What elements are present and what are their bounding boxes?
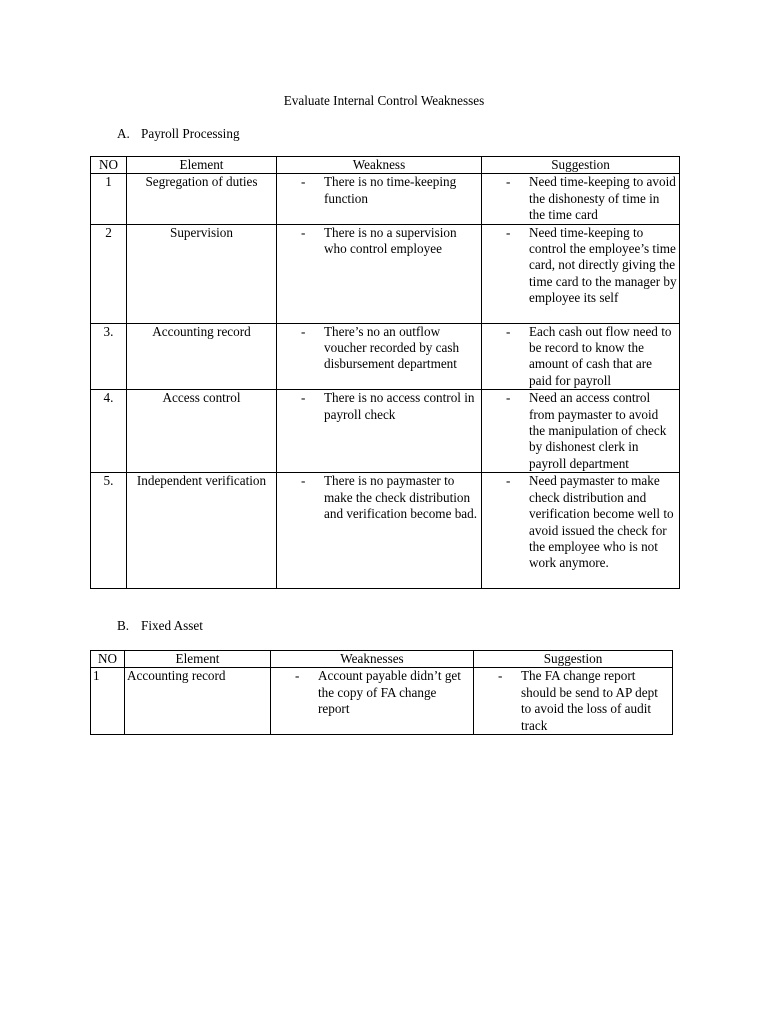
weakness-text: There is no access control in payroll check <box>324 390 475 422</box>
weakness-text: Account payable didn’t get the copy of FA change report <box>318 668 461 717</box>
bullet-dash: - <box>498 668 503 684</box>
row-weakness <box>271 668 474 735</box>
row-element: Accounting record <box>127 323 277 390</box>
suggestion-text: Each cash out flow need to be record to know the amount of cash that are paid for payroll <box>529 323 672 388</box>
bullet-dash: - <box>506 323 511 339</box>
row-suggestion <box>482 473 680 589</box>
row-element: Access control <box>127 390 277 473</box>
section-a-heading <box>117 126 240 142</box>
table-row <box>91 174 680 224</box>
table-row <box>91 224 680 323</box>
row-weakness <box>277 174 482 224</box>
header-weaknesses: Weaknesses <box>271 651 474 668</box>
row-no: 5. <box>91 473 127 589</box>
bullet-dash: - <box>506 174 511 190</box>
table-row <box>91 668 673 735</box>
section-a-title: Payroll Processing <box>141 126 240 141</box>
bullet-dash: - <box>301 174 306 190</box>
row-no: 1 <box>91 668 125 735</box>
table-row <box>91 323 680 390</box>
section-b-heading <box>117 618 203 634</box>
suggestion-text: Need time-keeping to avoid the dishonesty of time in the time card <box>529 174 676 223</box>
payroll-table-header <box>91 157 680 174</box>
page-title: Evaluate Internal Control Weaknesses <box>283 93 485 108</box>
weakness-text: There is no time-keeping function <box>324 174 457 206</box>
row-suggestion <box>482 224 680 323</box>
suggestion-text: Need an access control from paymaster to avoid the manipulation of check by dishonest clerk in payroll department <box>529 390 667 471</box>
row-element: Segregation of duties <box>127 174 277 224</box>
row-weakness <box>277 224 482 323</box>
section-b-title: Fixed Asset <box>141 618 203 633</box>
row-weakness <box>277 323 482 390</box>
header-element: Element <box>127 157 277 174</box>
header-element: Element <box>125 651 271 668</box>
bullet-dash: - <box>301 224 306 240</box>
row-element: Supervision <box>127 224 277 323</box>
row-no: 4. <box>91 390 127 473</box>
row-no: 2 <box>91 224 127 323</box>
row-no: 3. <box>91 323 127 390</box>
row-suggestion <box>482 390 680 473</box>
header-no: NO <box>91 157 127 174</box>
table-row <box>91 390 680 473</box>
suggestion-text: Need paymaster to make check distribution and verification become well to avoid issued the check for the employee who is not work anymore. <box>529 473 674 571</box>
weakness-text: There’s no an outflow voucher recorded by cash disbursement department <box>324 323 460 372</box>
weakness-text: There is no paymaster to make the check distribution and verification become bad. <box>324 473 478 522</box>
bullet-dash: - <box>301 390 306 406</box>
row-no: 1 <box>91 174 127 224</box>
header-no: NO <box>91 651 125 668</box>
header-weakness: Weakness <box>277 157 482 174</box>
row-element: Independent verification <box>127 473 277 589</box>
suggestion-text: The FA change report should be send to AP dept to avoid the loss of audit track <box>521 668 658 733</box>
header-suggestion: Suggestion <box>482 157 680 174</box>
bullet-dash: - <box>506 224 511 240</box>
bullet-dash: - <box>506 390 511 406</box>
row-weakness <box>277 473 482 589</box>
bullet-dash: - <box>295 668 300 684</box>
section-a-letter: A. <box>117 126 130 141</box>
row-weakness <box>277 390 482 473</box>
section-b-letter: B. <box>117 618 130 633</box>
fixed-asset-table <box>90 650 673 735</box>
payroll-table <box>90 156 680 589</box>
bullet-dash: - <box>301 473 306 489</box>
header-suggestion: Suggestion <box>474 651 673 668</box>
bullet-dash: - <box>301 323 306 339</box>
table-row <box>91 473 680 589</box>
fixed-asset-table-header <box>91 651 673 668</box>
row-suggestion <box>482 174 680 224</box>
row-suggestion <box>482 323 680 390</box>
bullet-dash: - <box>506 473 511 489</box>
row-element: Accounting record <box>125 668 271 735</box>
suggestion-text: Need time-keeping to control the employee’s time card, not directly giving the time card to the manager by employee its self <box>529 224 677 306</box>
weakness-text: There is no a supervision who control employee <box>324 224 457 257</box>
row-suggestion <box>474 668 673 735</box>
